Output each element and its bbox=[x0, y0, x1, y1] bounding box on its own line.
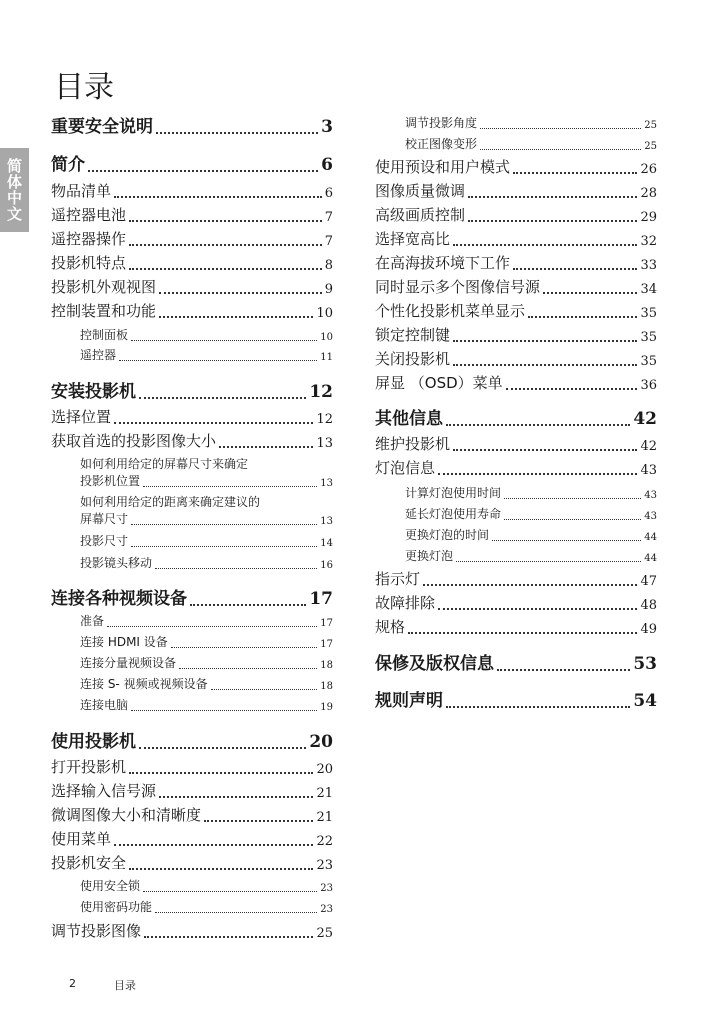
footer-page-number: 2 bbox=[69, 977, 76, 990]
toc-entry[interactable]: 微调图像大小和清晰度 21 bbox=[51, 806, 333, 825]
toc-entry[interactable]: 维护投影机 42 bbox=[375, 435, 657, 454]
toc-entry[interactable]: 投影机外观视图 9 bbox=[51, 278, 333, 297]
toc-entry[interactable]: 使用菜单 22 bbox=[51, 830, 333, 849]
toc-entry[interactable]: 同时显示多个图像信号源 34 bbox=[375, 278, 657, 297]
toc-entry[interactable]: 控制装置和功能 10 bbox=[51, 302, 333, 321]
toc-subentry[interactable]: 投影尺寸 14 bbox=[80, 534, 333, 549]
toc-entry[interactable]: 获取首选的投影图像大小 13 bbox=[51, 432, 333, 451]
toc-subentry[interactable]: 连接 HDMI 设备 17 bbox=[80, 635, 333, 650]
toc-entry[interactable]: 故障排除 48 bbox=[375, 594, 657, 613]
language-label: 简体中文 bbox=[5, 158, 23, 222]
toc-section-regulations[interactable]: 规则声明 54 bbox=[375, 691, 657, 711]
toc-section-intro[interactable]: 简介 6 bbox=[51, 155, 333, 175]
toc-subentry[interactable]: 更换灯泡的时间 44 bbox=[405, 528, 657, 543]
toc-subentry[interactable]: 连接分量视频设备 18 bbox=[80, 656, 333, 671]
toc-entry[interactable]: 物品清单 6 bbox=[51, 182, 333, 201]
toc-entry[interactable]: 使用预设和用户模式 26 bbox=[375, 158, 657, 177]
toc-section-warranty[interactable]: 保修及版权信息 53 bbox=[375, 654, 657, 674]
toc-section-other[interactable]: 其他信息 42 bbox=[375, 409, 657, 429]
toc-subentry-line1: 如何利用给定的屏幕尺寸来确定 bbox=[80, 457, 249, 471]
toc-entry[interactable]: 选择宽高比 32 bbox=[375, 230, 657, 249]
toc-entry[interactable]: 图像质量微调 28 bbox=[375, 182, 657, 201]
toc-subentry[interactable]: 遥控器 11 bbox=[80, 348, 333, 363]
toc-subentry[interactable]: 延长灯泡使用寿命 43 bbox=[405, 507, 657, 522]
toc-subentry[interactable]: 投影机位置 13 bbox=[80, 474, 333, 489]
toc-subentry[interactable]: 计算灯泡使用时间 43 bbox=[405, 486, 657, 501]
footer-title: 目录 bbox=[114, 979, 136, 992]
toc-entry[interactable]: 调节投影图像 25 bbox=[51, 922, 333, 941]
toc-subentry[interactable]: 连接电脑 19 bbox=[80, 698, 333, 713]
toc-section-safety[interactable]: 重要安全说明 3 bbox=[51, 117, 333, 137]
toc-entry[interactable]: 选择输入信号源 21 bbox=[51, 782, 333, 801]
toc-entry[interactable]: 遥控器操作 7 bbox=[51, 230, 333, 249]
toc-entry[interactable]: 指示灯 47 bbox=[375, 570, 657, 589]
toc-subentry[interactable]: 投影镜头移动 16 bbox=[80, 556, 333, 571]
toc-entry[interactable]: 屏显 （OSD）菜单 36 bbox=[375, 374, 657, 393]
toc-subentry[interactable]: 使用密码功能 23 bbox=[80, 900, 333, 915]
toc-entry[interactable]: 选择位置 12 bbox=[51, 408, 333, 427]
toc-entry[interactable]: 投影机安全 23 bbox=[51, 854, 333, 873]
toc-subentry[interactable]: 使用安全锁 23 bbox=[80, 879, 333, 894]
toc-subentry[interactable]: 准备 17 bbox=[80, 614, 333, 629]
toc-entry[interactable]: 规格 49 bbox=[375, 618, 657, 637]
toc-section-use[interactable]: 使用投影机 20 bbox=[51, 732, 333, 752]
toc-entry[interactable]: 高级画质控制 29 bbox=[375, 206, 657, 225]
toc-subentry[interactable]: 更换灯泡 44 bbox=[405, 549, 657, 564]
language-side-tab bbox=[0, 148, 29, 232]
toc-subentry[interactable]: 校正图像变形 25 bbox=[405, 137, 657, 152]
toc-entry[interactable]: 锁定控制键 35 bbox=[375, 326, 657, 345]
toc-section-connect[interactable]: 连接各种视频设备 17 bbox=[51, 589, 333, 609]
toc-section-install[interactable]: 安装投影机 12 bbox=[51, 382, 333, 402]
toc-entry[interactable]: 个性化投影机菜单显示 35 bbox=[375, 302, 657, 321]
toc-subentry[interactable]: 屏幕尺寸 13 bbox=[80, 512, 333, 527]
toc-subentry[interactable]: 调节投影角度 25 bbox=[405, 116, 657, 131]
toc-entry[interactable]: 灯泡信息 43 bbox=[375, 459, 657, 478]
toc-entry[interactable]: 关闭投影机 35 bbox=[375, 350, 657, 369]
toc-entry[interactable]: 打开投影机 20 bbox=[51, 758, 333, 777]
page-title: 目录 bbox=[54, 70, 114, 105]
toc-entry[interactable]: 遥控器电池 7 bbox=[51, 206, 333, 225]
toc-entry[interactable]: 在高海拔环境下工作 33 bbox=[375, 254, 657, 273]
toc-subentry[interactable]: 控制面板 10 bbox=[80, 328, 333, 343]
toc-subentry[interactable]: 连接 S- 视频或视频设备 18 bbox=[80, 677, 333, 692]
toc-entry[interactable]: 投影机特点 8 bbox=[51, 254, 333, 273]
toc-subentry-line1: 如何利用给定的距离来确定建议的 bbox=[80, 495, 261, 509]
